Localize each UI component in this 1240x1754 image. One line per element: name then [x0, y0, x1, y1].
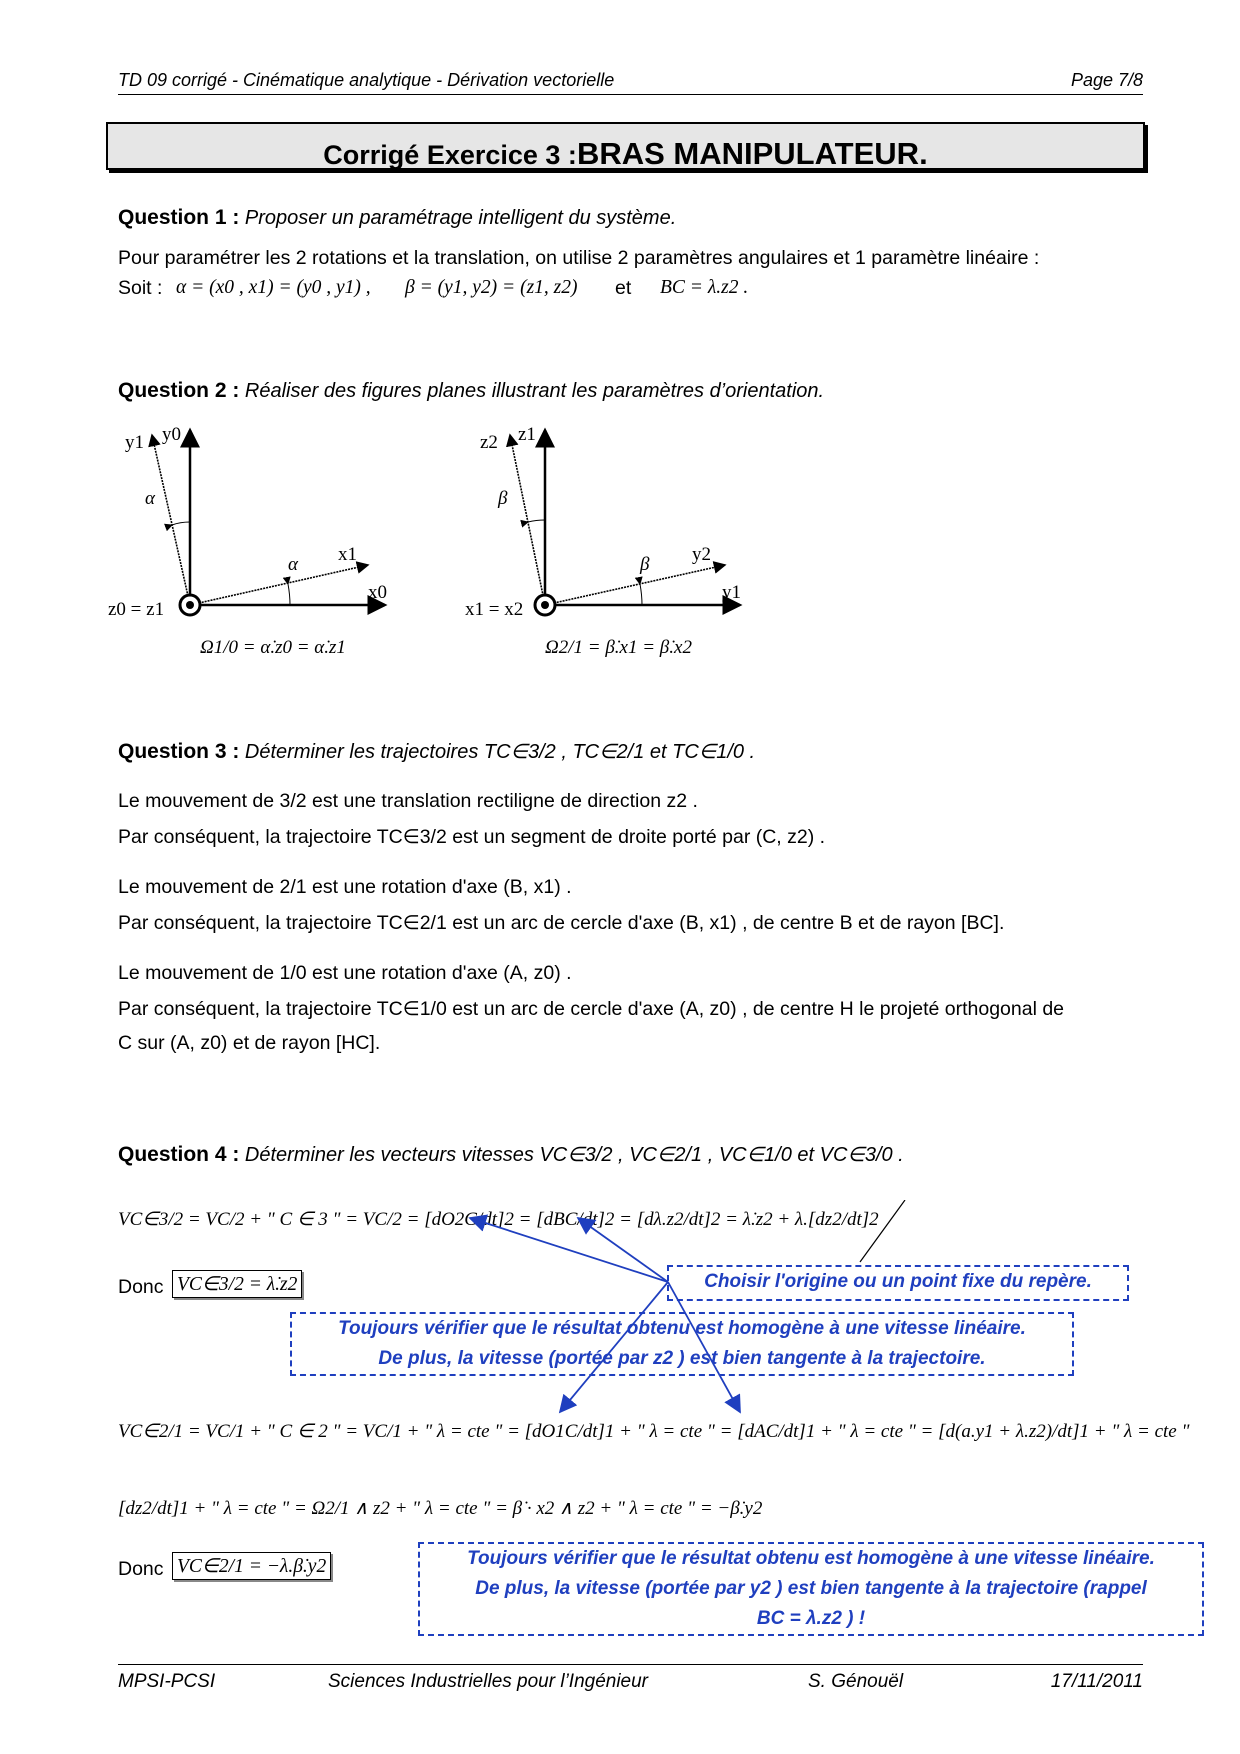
- footer-date: 17/11/2011: [1050, 1671, 1143, 1692]
- fig2-beta-label-right: β: [640, 554, 650, 575]
- page-footer: [118, 1664, 1143, 1692]
- page-header: [118, 70, 1143, 95]
- orientation-figures: [100, 410, 800, 670]
- q3-line4: Par conséquent, la trajectoire TC∈2/1 est un arc de cercle d'axe (B, x1) , de centre B et de rayon [BC].: [118, 912, 1005, 934]
- footer-subject: Sciences Industrielles pour l’Ingénieur: [328, 1671, 649, 1692]
- fig1-omega: Ω1/0 = α̇.z0 = α̇.z1: [200, 637, 346, 658]
- q2-label: Question 2 :: [118, 379, 240, 402]
- q1-text: Pour paramétrer les 2 rotations et la translation, on utilise 2 paramètres angulaires et 1 paramètre linéaire :: [118, 247, 1040, 269]
- q1-bc-def: BC = λ.z2 .: [660, 277, 749, 298]
- q1-soit: Soit :: [118, 277, 163, 299]
- figure-alpha: [108, 424, 387, 658]
- fig2-y2-label: y2: [692, 544, 711, 565]
- q4-prompt: Déterminer les vecteurs vitesses VC∈3/2 , VC∈2/1 , VC∈1/0 et VC∈3/0 .: [244, 1144, 904, 1166]
- q3-line7: C sur (A, z0) et de rayon [HC].: [118, 1032, 381, 1054]
- fig2-y1-label: y1: [722, 582, 741, 603]
- fig1-x0-label: x0: [368, 582, 387, 603]
- q1-alpha-def: α = (x0 , x1) = (y0 , y1) ,: [176, 277, 371, 298]
- q4-equation-1: VC∈3/2 = VC/2 + " C ∈ 3 " = VC/2 = [dO2C/dt]2 = [dBC/dt]2 = [dλ.z2/dt]2 = λ̇.z2 + λ.[dz2/dt]2: [118, 1209, 879, 1230]
- q1-et: et: [615, 277, 632, 299]
- q4-heading: [118, 1142, 904, 1167]
- fig1-alpha-label-right: α: [288, 554, 298, 575]
- title-main: BRAS MANIPULATEUR.: [576, 136, 928, 171]
- q3-line1: Le mouvement de 3/2 est une translation rectiligne de direction z2 .: [118, 790, 698, 812]
- fig1-z-label: z0 = z1: [108, 599, 165, 620]
- header-title: TD 09 corrigé - Cinématique analytique - Dérivation vectorielle: [118, 70, 615, 90]
- fig2-omega: Ω2/1 = β̇.x1 = β̇.x2: [545, 637, 692, 658]
- note1-line-b: De plus, la vitesse (portée par z2 ) est bien tangente à la trajectoire.: [378, 1348, 986, 1369]
- fig2-beta-label-top: β: [498, 488, 508, 509]
- q2-prompt: Réaliser des figures planes illustrant les paramètres d’orientation.: [244, 380, 825, 402]
- note-homogeneity-2: [418, 1542, 1204, 1636]
- q3-line2: Par conséquent, la trajectoire TC∈3/2 est un segment de droite porté par (C, z2) .: [118, 826, 826, 848]
- q3-line5: Le mouvement de 1/0 est une rotation d'axe (A, z0) .: [118, 962, 572, 984]
- q1-beta-def: β = (y1, y2) = (z1, z2): [405, 277, 578, 298]
- q1-label: Question 1 :: [118, 206, 240, 229]
- q4-donc-2: Donc: [118, 1558, 164, 1580]
- q3-line3: Le mouvement de 2/1 est une rotation d'axe (B, x1) .: [118, 876, 572, 898]
- q4-equation-2: VC∈2/1 = VC/1 + " C ∈ 2 " = VC/1 + " λ = cte " = [dO1C/dt]1 + " λ = cte " = [dAC/dt]1 + " λ = cte " = [d(a.y1 + λ.z2)/dt]1 + " λ = cte ": [118, 1421, 1190, 1442]
- fig1-x1-label: x1: [338, 544, 357, 565]
- footer-author: S. Génouël: [808, 1671, 904, 1692]
- note2-line-c: BC = λ.z2 ) !: [756, 1608, 866, 1629]
- q4-label: Question 4 :: [118, 1143, 240, 1166]
- annotation-arrows: [0, 1200, 1240, 1420]
- q4-donc-1: Donc: [118, 1276, 164, 1298]
- q4-result-2: VC∈2/1 = −λ.β̇.y2: [172, 1552, 331, 1580]
- note1-line-a: Toujours vérifier que le résultat obtenu est homogène à une vitesse linéaire.: [338, 1318, 1026, 1339]
- exercise-title: [106, 122, 1145, 170]
- fig2-x-label: x1 = x2: [465, 599, 524, 620]
- figure-beta: [465, 424, 741, 658]
- note-origin: Choisir l'origine ou un point fixe du repère.: [667, 1265, 1129, 1301]
- fig1-y1-label: y1: [125, 432, 144, 453]
- page-number: Page 7/8: [1070, 70, 1143, 90]
- fig1-alpha-label-top: α: [145, 488, 155, 509]
- footer-class: MPSI-PCSI: [118, 1671, 216, 1692]
- q4-equation-3: [dz2/dt]1 + " λ = cte " = Ω2/1 ∧ z2 + " λ = cte " = β̇ · x2 ∧ z2 + " λ = cte " = −β̇.y2: [118, 1498, 763, 1519]
- note2-line-b: De plus, la vitesse (portée par y2 ) est bien tangente à la trajectoire (rappel: [475, 1578, 1147, 1599]
- q1-heading: [118, 206, 676, 230]
- q3-prompt: Déterminer les trajectoires TC∈3/2 , TC∈2/1 et TC∈1/0 .: [244, 741, 756, 763]
- q2-heading: [118, 379, 824, 403]
- q3-line6: Par conséquent, la trajectoire TC∈1/0 est un arc de cercle d'axe (A, z0) , de centre H le projeté orthogonal de: [118, 998, 1065, 1020]
- q1-prompt: Proposer un paramétrage intelligent du système.: [244, 207, 677, 229]
- fig2-z1-label: z1: [518, 424, 536, 445]
- q3-label: Question 3 :: [118, 740, 240, 763]
- q4-result-1: VC∈3/2 = λ̇.z2: [172, 1270, 302, 1298]
- fig2-z2-label: z2: [480, 432, 498, 453]
- q3-heading: [118, 739, 755, 764]
- note2-line-a: Toujours vérifier que le résultat obtenu est homogène à une vitesse linéaire.: [467, 1548, 1155, 1569]
- fig1-y0-label: y0: [162, 424, 181, 445]
- title-prefix: Corrigé Exercice 3 :: [323, 140, 577, 170]
